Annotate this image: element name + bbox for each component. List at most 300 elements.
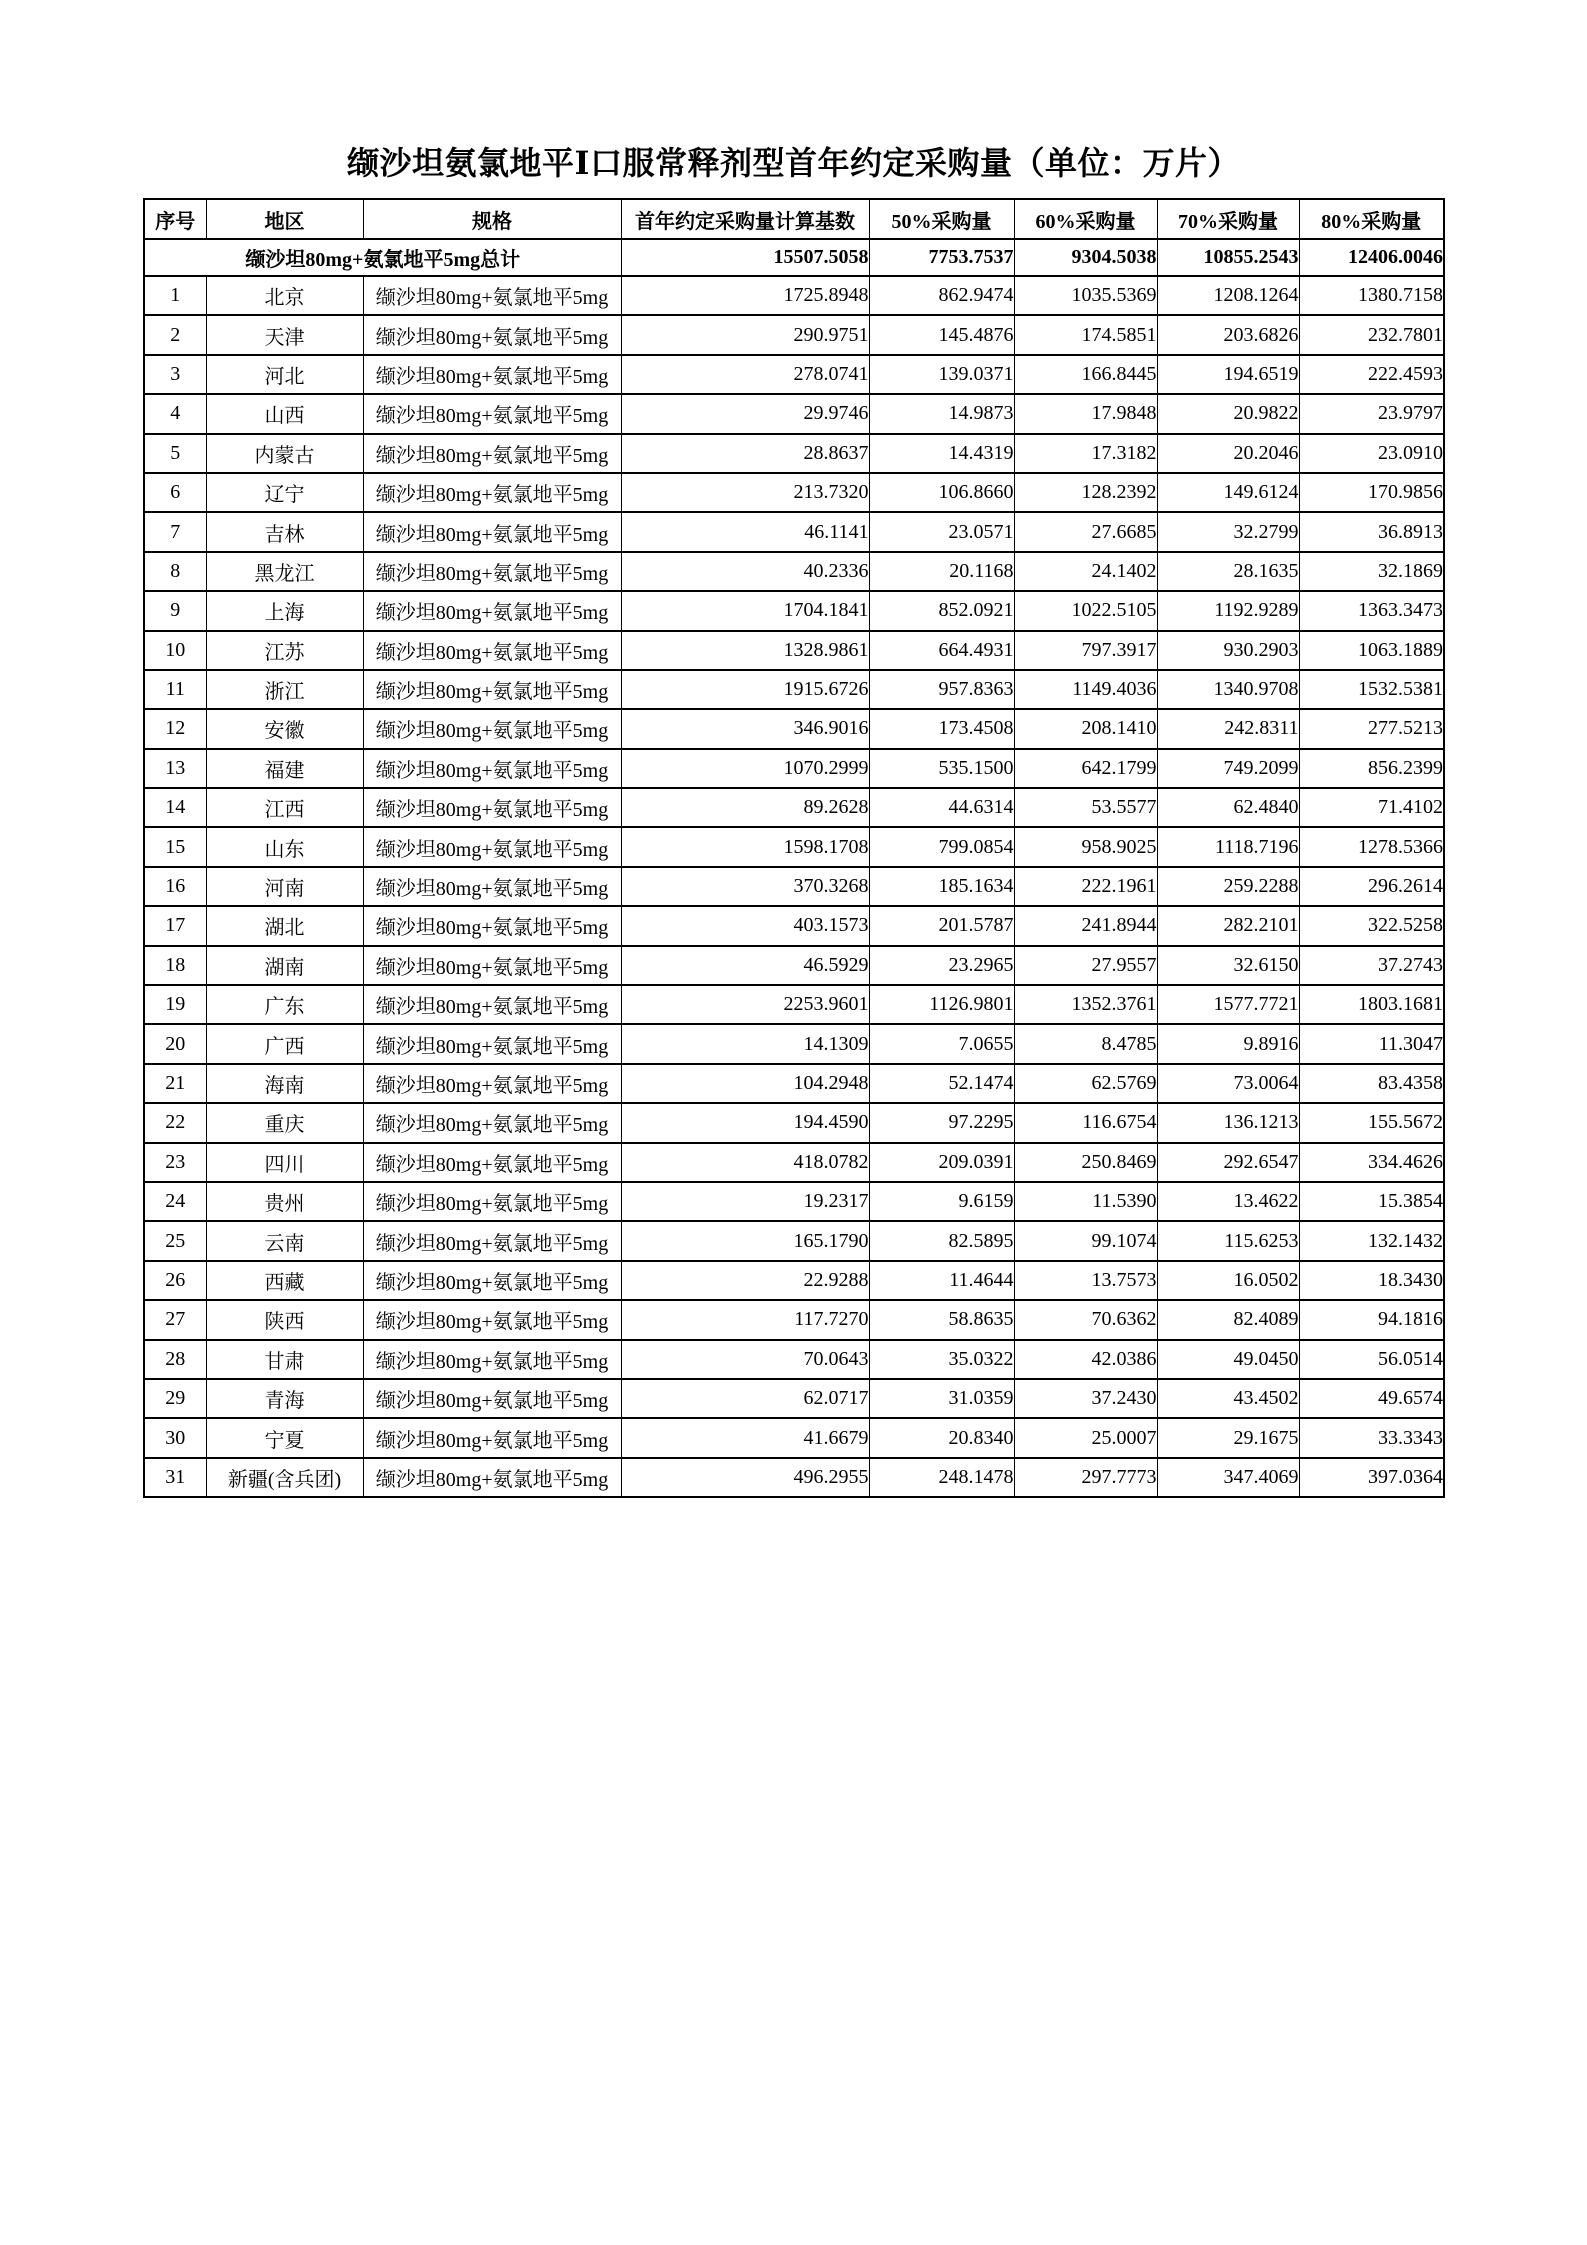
- row-index-cell: 28: [144, 1340, 206, 1379]
- qty-60-cell: 174.5851: [1014, 315, 1157, 354]
- spec-cell: 缬沙坦80mg+氨氯地平5mg: [363, 749, 621, 788]
- row-index-cell: 16: [144, 867, 206, 906]
- qty-70-cell: 149.6124: [1157, 473, 1299, 512]
- spec-cell: 缬沙坦80mg+氨氯地平5mg: [363, 1024, 621, 1063]
- base-quantity-cell: 1915.6726: [621, 670, 869, 709]
- region-cell: 内蒙古: [206, 434, 363, 473]
- table-row: [144, 355, 1444, 394]
- qty-70-cell: 194.6519: [1157, 355, 1299, 394]
- qty-50-cell: 44.6314: [869, 788, 1014, 827]
- row-index-cell: 18: [144, 946, 206, 985]
- region-cell: 云南: [206, 1221, 363, 1260]
- qty-60-cell: 25.0007: [1014, 1418, 1157, 1457]
- qty-70-cell: 292.6547: [1157, 1143, 1299, 1182]
- qty-60-cell: 958.9025: [1014, 827, 1157, 866]
- table-row: [144, 749, 1444, 788]
- table-row: [144, 1458, 1444, 1497]
- qty-70-cell: 16.0502: [1157, 1261, 1299, 1300]
- qty-70-cell: 203.6826: [1157, 315, 1299, 354]
- qty-60-cell: 13.7573: [1014, 1261, 1157, 1300]
- row-index-cell: 3: [144, 355, 206, 394]
- qty-60-cell: 27.6685: [1014, 512, 1157, 551]
- base-quantity-cell: 194.4590: [621, 1103, 869, 1142]
- qty-80-cell: 222.4593: [1299, 355, 1444, 394]
- base-quantity-cell: 89.2628: [621, 788, 869, 827]
- total-label: 缬沙坦80mg+氨氯地平5mg总计: [144, 239, 621, 276]
- qty-60-cell: 222.1961: [1014, 867, 1157, 906]
- row-index-cell: 9: [144, 591, 206, 630]
- spec-cell: 缬沙坦80mg+氨氯地平5mg: [363, 394, 621, 433]
- region-cell: 湖北: [206, 906, 363, 945]
- region-cell: 陕西: [206, 1300, 363, 1339]
- region-cell: 上海: [206, 591, 363, 630]
- row-index-cell: 31: [144, 1458, 206, 1497]
- qty-80-cell: 33.3343: [1299, 1418, 1444, 1457]
- table-row: [144, 552, 1444, 591]
- qty-70-cell: 49.0450: [1157, 1340, 1299, 1379]
- row-index-cell: 7: [144, 512, 206, 551]
- qty-60-cell: 17.3182: [1014, 434, 1157, 473]
- spec-cell: 缬沙坦80mg+氨氯地平5mg: [363, 1300, 621, 1339]
- spec-cell: 缬沙坦80mg+氨氯地平5mg: [363, 1261, 621, 1300]
- table-row: [144, 1261, 1444, 1300]
- qty-80-cell: 71.4102: [1299, 788, 1444, 827]
- spec-cell: 缬沙坦80mg+氨氯地平5mg: [363, 1103, 621, 1142]
- qty-50-cell: 20.1168: [869, 552, 1014, 591]
- qty-50-cell: 957.8363: [869, 670, 1014, 709]
- row-index-cell: 1: [144, 276, 206, 315]
- qty-70-cell: 930.2903: [1157, 631, 1299, 670]
- base-quantity-cell: 418.0782: [621, 1143, 869, 1182]
- base-quantity-cell: 1725.8948: [621, 276, 869, 315]
- region-cell: 北京: [206, 276, 363, 315]
- qty-50-cell: 35.0322: [869, 1340, 1014, 1379]
- header-qty-60: 60%采购量: [1014, 199, 1157, 239]
- region-cell: 西藏: [206, 1261, 363, 1300]
- qty-50-cell: 82.5895: [869, 1221, 1014, 1260]
- row-index-cell: 29: [144, 1379, 206, 1418]
- qty-50-cell: 852.0921: [869, 591, 1014, 630]
- qty-50-cell: 14.4319: [869, 434, 1014, 473]
- total-base-quantity: 15507.5058: [621, 239, 869, 276]
- region-cell: 江西: [206, 788, 363, 827]
- qty-80-cell: 18.3430: [1299, 1261, 1444, 1300]
- qty-70-cell: 136.1213: [1157, 1103, 1299, 1142]
- base-quantity-cell: 278.0741: [621, 355, 869, 394]
- table-row: [144, 1221, 1444, 1260]
- region-cell: 浙江: [206, 670, 363, 709]
- region-cell: 黑龙江: [206, 552, 363, 591]
- table-row: [144, 867, 1444, 906]
- qty-70-cell: 13.4622: [1157, 1182, 1299, 1221]
- qty-60-cell: 642.1799: [1014, 749, 1157, 788]
- qty-80-cell: 334.4626: [1299, 1143, 1444, 1182]
- row-index-cell: 5: [144, 434, 206, 473]
- region-cell: 新疆(含兵团): [206, 1458, 363, 1497]
- spec-cell: 缬沙坦80mg+氨氯地平5mg: [363, 473, 621, 512]
- qty-50-cell: 799.0854: [869, 827, 1014, 866]
- row-index-cell: 21: [144, 1064, 206, 1103]
- table-row: [144, 1064, 1444, 1103]
- table-row: [144, 827, 1444, 866]
- spec-cell: 缬沙坦80mg+氨氯地平5mg: [363, 631, 621, 670]
- qty-60-cell: 62.5769: [1014, 1064, 1157, 1103]
- spec-cell: 缬沙坦80mg+氨氯地平5mg: [363, 788, 621, 827]
- qty-50-cell: 173.4508: [869, 709, 1014, 748]
- qty-50-cell: 209.0391: [869, 1143, 1014, 1182]
- region-cell: 宁夏: [206, 1418, 363, 1457]
- header-qty-70: 70%采购量: [1157, 199, 1299, 239]
- row-index-cell: 11: [144, 670, 206, 709]
- spec-cell: 缬沙坦80mg+氨氯地平5mg: [363, 1064, 621, 1103]
- table-header: [144, 199, 1444, 239]
- row-index-cell: 6: [144, 473, 206, 512]
- qty-60-cell: 128.2392: [1014, 473, 1157, 512]
- qty-80-cell: 23.9797: [1299, 394, 1444, 433]
- qty-80-cell: 232.7801: [1299, 315, 1444, 354]
- region-cell: 海南: [206, 1064, 363, 1103]
- base-quantity-cell: 370.3268: [621, 867, 869, 906]
- base-quantity-cell: 1598.1708: [621, 827, 869, 866]
- table-row: [144, 434, 1444, 473]
- qty-60-cell: 27.9557: [1014, 946, 1157, 985]
- qty-50-cell: 20.8340: [869, 1418, 1014, 1457]
- qty-50-cell: 7.0655: [869, 1024, 1014, 1063]
- spec-cell: 缬沙坦80mg+氨氯地平5mg: [363, 355, 621, 394]
- spec-cell: 缬沙坦80mg+氨氯地平5mg: [363, 985, 621, 1024]
- row-index-cell: 19: [144, 985, 206, 1024]
- qty-80-cell: 1380.7158: [1299, 276, 1444, 315]
- spec-cell: 缬沙坦80mg+氨氯地平5mg: [363, 1340, 621, 1379]
- table-row: [144, 946, 1444, 985]
- qty-70-cell: 29.1675: [1157, 1418, 1299, 1457]
- header-qty-50: 50%采购量: [869, 199, 1014, 239]
- table-row: [144, 1182, 1444, 1221]
- table-row: [144, 1024, 1444, 1063]
- spec-cell: 缬沙坦80mg+氨氯地平5mg: [363, 709, 621, 748]
- row-index-cell: 15: [144, 827, 206, 866]
- qty-70-cell: 82.4089: [1157, 1300, 1299, 1339]
- qty-80-cell: 23.0910: [1299, 434, 1444, 473]
- table-row: [144, 1103, 1444, 1142]
- qty-50-cell: 185.1634: [869, 867, 1014, 906]
- qty-50-cell: 14.9873: [869, 394, 1014, 433]
- region-cell: 河北: [206, 355, 363, 394]
- qty-80-cell: 397.0364: [1299, 1458, 1444, 1497]
- base-quantity-cell: 40.2336: [621, 552, 869, 591]
- base-quantity-cell: 46.1141: [621, 512, 869, 551]
- qty-60-cell: 1035.5369: [1014, 276, 1157, 315]
- region-cell: 贵州: [206, 1182, 363, 1221]
- spec-cell: 缬沙坦80mg+氨氯地平5mg: [363, 552, 621, 591]
- qty-70-cell: 242.8311: [1157, 709, 1299, 748]
- spec-cell: 缬沙坦80mg+氨氯地平5mg: [363, 670, 621, 709]
- total-qty-70: 10855.2543: [1157, 239, 1299, 276]
- spec-cell: 缬沙坦80mg+氨氯地平5mg: [363, 512, 621, 551]
- table-row: [144, 985, 1444, 1024]
- qty-80-cell: 277.5213: [1299, 709, 1444, 748]
- table-row: [144, 394, 1444, 433]
- qty-80-cell: 296.2614: [1299, 867, 1444, 906]
- row-index-cell: 17: [144, 906, 206, 945]
- table-row: [144, 670, 1444, 709]
- region-cell: 福建: [206, 749, 363, 788]
- spec-cell: 缬沙坦80mg+氨氯地平5mg: [363, 315, 621, 354]
- base-quantity-cell: 1328.9861: [621, 631, 869, 670]
- qty-60-cell: 70.6362: [1014, 1300, 1157, 1339]
- base-quantity-cell: 62.0717: [621, 1379, 869, 1418]
- qty-60-cell: 116.6754: [1014, 1103, 1157, 1142]
- base-quantity-cell: 14.1309: [621, 1024, 869, 1063]
- qty-60-cell: 208.1410: [1014, 709, 1157, 748]
- spec-cell: 缬沙坦80mg+氨氯地平5mg: [363, 946, 621, 985]
- qty-50-cell: 145.4876: [869, 315, 1014, 354]
- row-index-cell: 8: [144, 552, 206, 591]
- row-index-cell: 10: [144, 631, 206, 670]
- qty-50-cell: 535.1500: [869, 749, 1014, 788]
- qty-70-cell: 62.4840: [1157, 788, 1299, 827]
- qty-70-cell: 1340.9708: [1157, 670, 1299, 709]
- qty-70-cell: 1192.9289: [1157, 591, 1299, 630]
- base-quantity-cell: 165.1790: [621, 1221, 869, 1260]
- base-quantity-cell: 117.7270: [621, 1300, 869, 1339]
- region-cell: 重庆: [206, 1103, 363, 1142]
- qty-70-cell: 347.4069: [1157, 1458, 1299, 1497]
- qty-60-cell: 24.1402: [1014, 552, 1157, 591]
- spec-cell: 缬沙坦80mg+氨氯地平5mg: [363, 867, 621, 906]
- qty-50-cell: 31.0359: [869, 1379, 1014, 1418]
- base-quantity-cell: 346.9016: [621, 709, 869, 748]
- base-quantity-cell: 104.2948: [621, 1064, 869, 1103]
- qty-50-cell: 201.5787: [869, 906, 1014, 945]
- region-cell: 广东: [206, 985, 363, 1024]
- region-cell: 安徽: [206, 709, 363, 748]
- table-row: [144, 473, 1444, 512]
- region-cell: 湖南: [206, 946, 363, 985]
- qty-70-cell: 20.2046: [1157, 434, 1299, 473]
- qty-60-cell: 797.3917: [1014, 631, 1157, 670]
- qty-70-cell: 259.2288: [1157, 867, 1299, 906]
- base-quantity-cell: 496.2955: [621, 1458, 869, 1497]
- spec-cell: 缬沙坦80mg+氨氯地平5mg: [363, 1458, 621, 1497]
- table-row: [144, 512, 1444, 551]
- region-cell: 辽宁: [206, 473, 363, 512]
- base-quantity-cell: 41.6679: [621, 1418, 869, 1457]
- region-cell: 吉林: [206, 512, 363, 551]
- header-index: 序号: [144, 199, 206, 239]
- header-qty-80: 80%采购量: [1299, 199, 1444, 239]
- qty-70-cell: 9.8916: [1157, 1024, 1299, 1063]
- base-quantity-cell: 46.5929: [621, 946, 869, 985]
- row-index-cell: 26: [144, 1261, 206, 1300]
- spec-cell: 缬沙坦80mg+氨氯地平5mg: [363, 827, 621, 866]
- qty-60-cell: 37.2430: [1014, 1379, 1157, 1418]
- qty-70-cell: 73.0064: [1157, 1064, 1299, 1103]
- qty-80-cell: 83.4358: [1299, 1064, 1444, 1103]
- qty-60-cell: 250.8469: [1014, 1143, 1157, 1182]
- qty-60-cell: 1149.4036: [1014, 670, 1157, 709]
- table-row: [144, 906, 1444, 945]
- total-row: [144, 239, 1444, 276]
- table-row: [144, 315, 1444, 354]
- qty-70-cell: 43.4502: [1157, 1379, 1299, 1418]
- qty-50-cell: 862.9474: [869, 276, 1014, 315]
- region-cell: 广西: [206, 1024, 363, 1063]
- qty-80-cell: 1063.1889: [1299, 631, 1444, 670]
- qty-60-cell: 17.9848: [1014, 394, 1157, 433]
- table-row: [144, 709, 1444, 748]
- qty-70-cell: 28.1635: [1157, 552, 1299, 591]
- row-index-cell: 30: [144, 1418, 206, 1457]
- base-quantity-cell: 290.9751: [621, 315, 869, 354]
- header-region: 地区: [206, 199, 363, 239]
- qty-70-cell: 32.2799: [1157, 512, 1299, 551]
- total-qty-80: 12406.0046: [1299, 239, 1444, 276]
- qty-70-cell: 1208.1264: [1157, 276, 1299, 315]
- qty-60-cell: 1022.5105: [1014, 591, 1157, 630]
- qty-50-cell: 23.2965: [869, 946, 1014, 985]
- base-quantity-cell: 213.7320: [621, 473, 869, 512]
- qty-70-cell: 32.6150: [1157, 946, 1299, 985]
- base-quantity-cell: 28.8637: [621, 434, 869, 473]
- qty-80-cell: 94.1816: [1299, 1300, 1444, 1339]
- qty-50-cell: 106.8660: [869, 473, 1014, 512]
- qty-70-cell: 1577.7721: [1157, 985, 1299, 1024]
- total-qty-50: 7753.7537: [869, 239, 1014, 276]
- procurement-table: [143, 198, 1445, 1498]
- base-quantity-cell: 70.0643: [621, 1340, 869, 1379]
- qty-80-cell: 170.9856: [1299, 473, 1444, 512]
- row-index-cell: 13: [144, 749, 206, 788]
- spec-cell: 缬沙坦80mg+氨氯地平5mg: [363, 1182, 621, 1221]
- qty-80-cell: 11.3047: [1299, 1024, 1444, 1063]
- qty-60-cell: 241.8944: [1014, 906, 1157, 945]
- spec-cell: 缬沙坦80mg+氨氯地平5mg: [363, 1143, 621, 1182]
- row-index-cell: 22: [144, 1103, 206, 1142]
- qty-50-cell: 58.8635: [869, 1300, 1014, 1339]
- qty-80-cell: 15.3854: [1299, 1182, 1444, 1221]
- qty-50-cell: 23.0571: [869, 512, 1014, 551]
- qty-50-cell: 11.4644: [869, 1261, 1014, 1300]
- qty-50-cell: 9.6159: [869, 1182, 1014, 1221]
- qty-50-cell: 97.2295: [869, 1103, 1014, 1142]
- row-index-cell: 12: [144, 709, 206, 748]
- region-cell: 山东: [206, 827, 363, 866]
- qty-70-cell: 1118.7196: [1157, 827, 1299, 866]
- qty-70-cell: 20.9822: [1157, 394, 1299, 433]
- row-index-cell: 14: [144, 788, 206, 827]
- qty-50-cell: 52.1474: [869, 1064, 1014, 1103]
- table-row: [144, 1300, 1444, 1339]
- qty-80-cell: 1532.5381: [1299, 670, 1444, 709]
- spec-cell: 缬沙坦80mg+氨氯地平5mg: [363, 434, 621, 473]
- qty-60-cell: 1352.3761: [1014, 985, 1157, 1024]
- qty-60-cell: 11.5390: [1014, 1182, 1157, 1221]
- table-row: [144, 1143, 1444, 1182]
- region-cell: 江苏: [206, 631, 363, 670]
- qty-80-cell: 856.2399: [1299, 749, 1444, 788]
- base-quantity-cell: 19.2317: [621, 1182, 869, 1221]
- row-index-cell: 25: [144, 1221, 206, 1260]
- row-index-cell: 2: [144, 315, 206, 354]
- qty-80-cell: 1278.5366: [1299, 827, 1444, 866]
- region-cell: 四川: [206, 1143, 363, 1182]
- region-cell: 天津: [206, 315, 363, 354]
- qty-60-cell: 166.8445: [1014, 355, 1157, 394]
- qty-50-cell: 248.1478: [869, 1458, 1014, 1497]
- qty-60-cell: 53.5577: [1014, 788, 1157, 827]
- qty-60-cell: 297.7773: [1014, 1458, 1157, 1497]
- spec-cell: 缬沙坦80mg+氨氯地平5mg: [363, 276, 621, 315]
- qty-60-cell: 8.4785: [1014, 1024, 1157, 1063]
- total-qty-60: 9304.5038: [1014, 239, 1157, 276]
- base-quantity-cell: 2253.9601: [621, 985, 869, 1024]
- table-row: [144, 276, 1444, 315]
- qty-80-cell: 49.6574: [1299, 1379, 1444, 1418]
- qty-50-cell: 664.4931: [869, 631, 1014, 670]
- qty-80-cell: 1363.3473: [1299, 591, 1444, 630]
- qty-80-cell: 32.1869: [1299, 552, 1444, 591]
- base-quantity-cell: 29.9746: [621, 394, 869, 433]
- qty-70-cell: 115.6253: [1157, 1221, 1299, 1260]
- spec-cell: 缬沙坦80mg+氨氯地平5mg: [363, 1221, 621, 1260]
- region-cell: 青海: [206, 1379, 363, 1418]
- spec-cell: 缬沙坦80mg+氨氯地平5mg: [363, 1418, 621, 1457]
- row-index-cell: 20: [144, 1024, 206, 1063]
- row-index-cell: 27: [144, 1300, 206, 1339]
- qty-60-cell: 99.1074: [1014, 1221, 1157, 1260]
- table-total-section: [144, 239, 1444, 276]
- row-index-cell: 24: [144, 1182, 206, 1221]
- table-row: [144, 788, 1444, 827]
- table-row: [144, 631, 1444, 670]
- spec-cell: 缬沙坦80mg+氨氯地平5mg: [363, 591, 621, 630]
- qty-60-cell: 42.0386: [1014, 1340, 1157, 1379]
- qty-80-cell: 322.5258: [1299, 906, 1444, 945]
- spec-cell: 缬沙坦80mg+氨氯地平5mg: [363, 906, 621, 945]
- qty-50-cell: 1126.9801: [869, 985, 1014, 1024]
- region-cell: 河南: [206, 867, 363, 906]
- qty-80-cell: 1803.1681: [1299, 985, 1444, 1024]
- base-quantity-cell: 1704.1841: [621, 591, 869, 630]
- base-quantity-cell: 1070.2999: [621, 749, 869, 788]
- qty-80-cell: 155.5672: [1299, 1103, 1444, 1142]
- qty-80-cell: 56.0514: [1299, 1340, 1444, 1379]
- spec-cell: 缬沙坦80mg+氨氯地平5mg: [363, 1379, 621, 1418]
- page-title: 缬沙坦氨氯地平Ⅰ口服常释剂型首年约定采购量（单位：万片）: [347, 145, 1240, 181]
- base-quantity-cell: 403.1573: [621, 906, 869, 945]
- table-row: [144, 1340, 1444, 1379]
- base-quantity-cell: 22.9288: [621, 1261, 869, 1300]
- table-row: [144, 591, 1444, 630]
- region-cell: 山西: [206, 394, 363, 433]
- qty-70-cell: 749.2099: [1157, 749, 1299, 788]
- qty-70-cell: 282.2101: [1157, 906, 1299, 945]
- header-row: [144, 199, 1444, 239]
- qty-80-cell: 37.2743: [1299, 946, 1444, 985]
- header-spec: 规格: [363, 199, 621, 239]
- row-index-cell: 23: [144, 1143, 206, 1182]
- qty-50-cell: 139.0371: [869, 355, 1014, 394]
- table-body: [144, 276, 1444, 1497]
- qty-80-cell: 36.8913: [1299, 512, 1444, 551]
- header-base-quantity: 首年约定采购量计算基数: [621, 199, 869, 239]
- row-index-cell: 4: [144, 394, 206, 433]
- table-row: [144, 1418, 1444, 1457]
- region-cell: 甘肃: [206, 1340, 363, 1379]
- table-row: [144, 1379, 1444, 1418]
- qty-80-cell: 132.1432: [1299, 1221, 1444, 1260]
